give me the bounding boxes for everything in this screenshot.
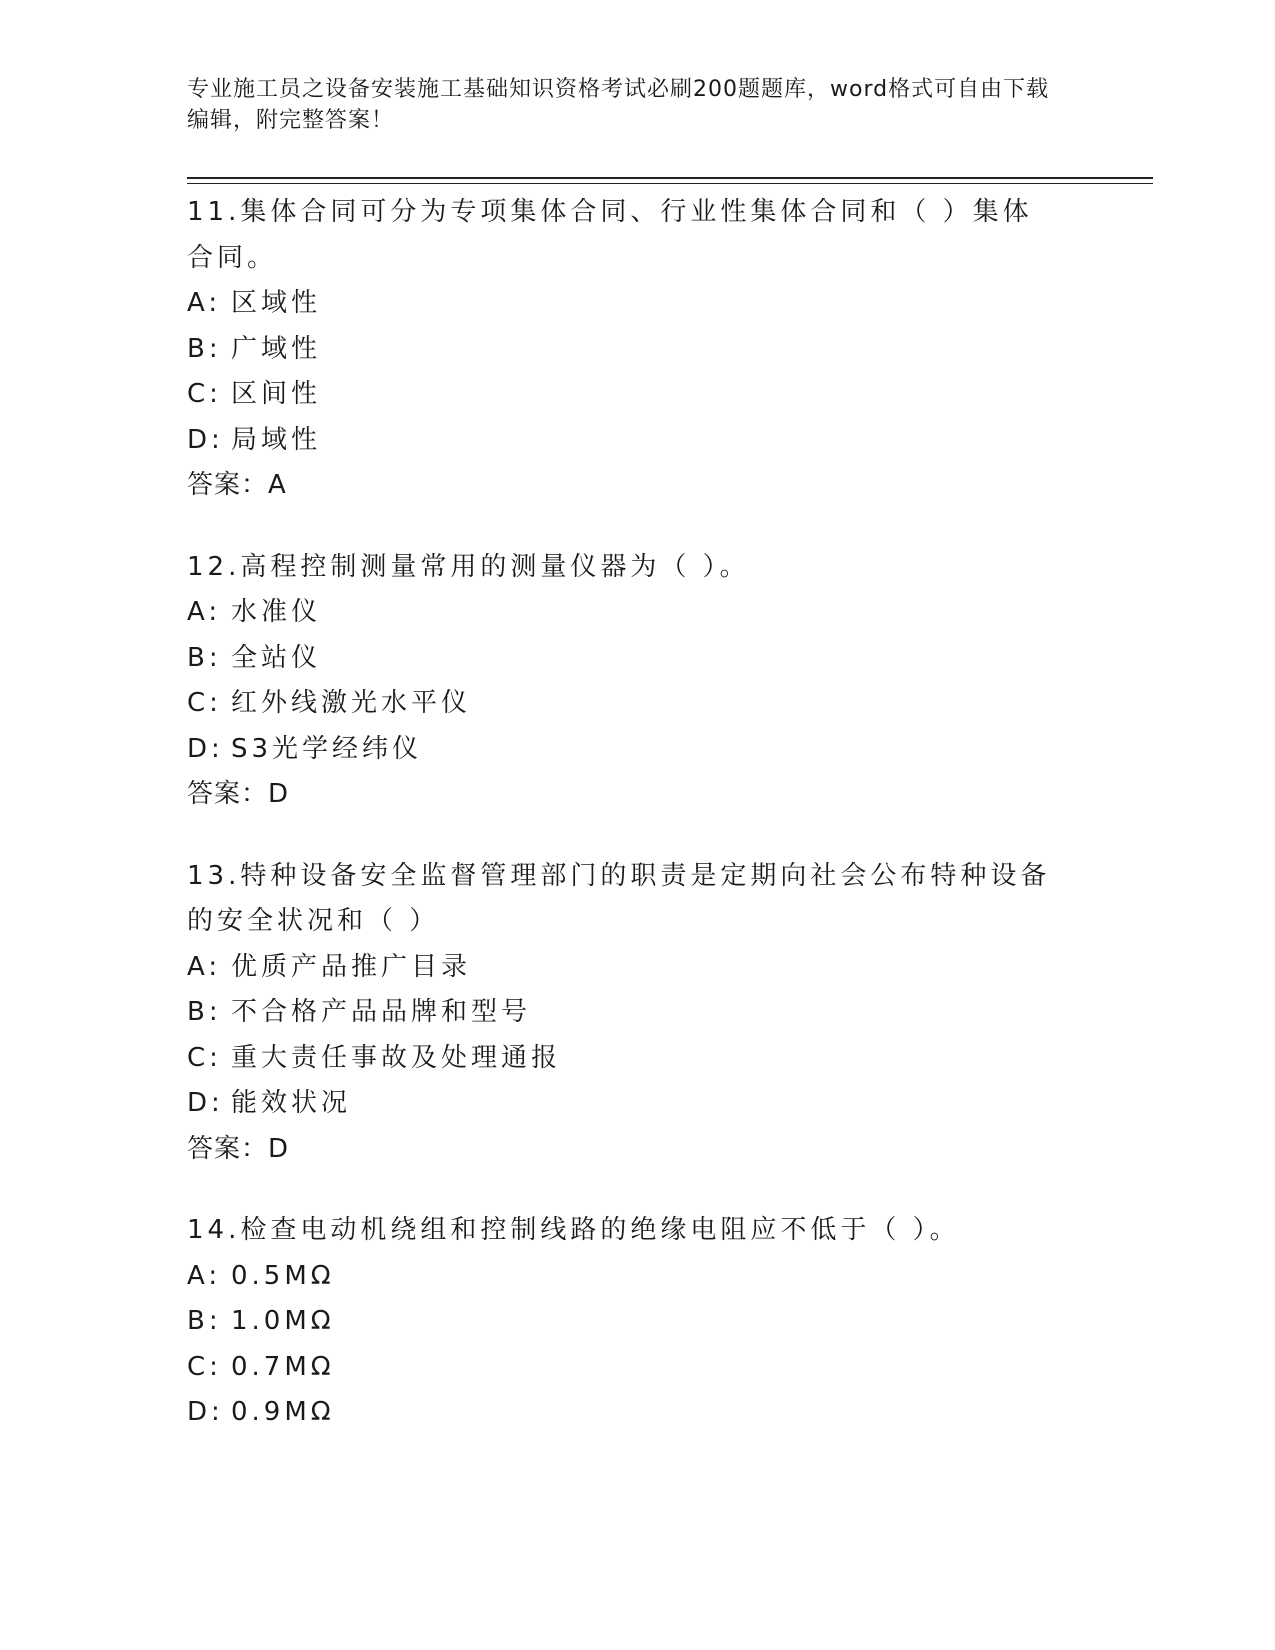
option-text: S3光学经纬仪	[231, 733, 423, 764]
option-d	[187, 1390, 1087, 1436]
option-a	[187, 281, 1087, 327]
option-key: A:	[187, 1260, 222, 1291]
question-text: 11.集体合同可分为专项集体合同、行业性集体合同和（ ）集体合同。	[187, 197, 1033, 273]
answer-line: 答案：D	[187, 779, 290, 809]
option-text: 优质产品推广目录	[231, 951, 472, 982]
option-text: 不合格产品品牌和型号	[231, 997, 532, 1027]
option-b	[187, 1299, 1087, 1345]
question-text: 14.检查电动机绕组和控制线路的绝缘电阻应不低于（ ）。	[187, 1215, 960, 1245]
question-text: 13.特种设备安全监督管理部门的职责是定期向社会公布特种设备的安全状况和（ ）	[187, 860, 1051, 936]
option-text: 局域性	[231, 424, 322, 455]
question-13	[187, 854, 1087, 1173]
question-list	[187, 190, 1087, 1472]
option-key: D:	[187, 424, 224, 455]
option-c	[187, 1036, 1087, 1082]
answer-line: 答案：D	[187, 1133, 290, 1164]
option-text: 全站仪	[231, 642, 322, 673]
option-key: A:	[187, 597, 222, 627]
option-key: B:	[187, 642, 222, 673]
option-text: 广域性	[231, 333, 322, 364]
option-key: D:	[187, 1397, 224, 1427]
option-key: C:	[187, 1042, 222, 1073]
option-text: 0.7MΩ	[231, 1351, 335, 1382]
question-text: 12.高程控制测量常用的测量仪器为（ ）。	[187, 551, 750, 582]
option-key: D:	[187, 733, 224, 764]
option-text: 红外线激光水平仪	[231, 688, 472, 718]
option-d	[187, 418, 1087, 464]
option-key: C:	[187, 1351, 222, 1382]
option-key: B:	[187, 1306, 222, 1336]
option-b	[187, 327, 1087, 373]
option-a	[187, 1254, 1087, 1300]
question-11	[187, 190, 1087, 509]
header-divider-thick	[187, 177, 1153, 179]
option-a	[187, 945, 1087, 991]
option-key: C:	[187, 688, 222, 718]
option-key: D:	[187, 1088, 224, 1118]
option-b	[187, 990, 1087, 1036]
option-text: 重大责任事故及处理通报	[231, 1042, 562, 1073]
option-text: 0.9MΩ	[231, 1397, 335, 1427]
option-text: 能效状况	[231, 1088, 352, 1118]
option-key: A:	[187, 288, 222, 318]
option-b	[187, 636, 1087, 682]
option-key: B:	[187, 333, 222, 364]
option-c	[187, 681, 1087, 727]
option-key: A:	[187, 951, 222, 982]
option-text: 1.0MΩ	[231, 1306, 335, 1336]
option-text: 区域性	[231, 288, 322, 318]
option-text: 水准仪	[231, 597, 322, 627]
option-d	[187, 727, 1087, 773]
option-c	[187, 1345, 1087, 1391]
question-14	[187, 1208, 1087, 1436]
option-a	[187, 590, 1087, 636]
option-text: 区间性	[231, 379, 322, 409]
option-d	[187, 1081, 1087, 1127]
option-key: C:	[187, 379, 222, 409]
document-header: 专业施工员之设备安装施工基础知识资格考试必刷200题题库，word格式可自由下载编辑，附完整答案！	[187, 77, 1050, 133]
answer-line: 答案：A	[187, 470, 287, 500]
option-text: 0.5MΩ	[231, 1260, 335, 1291]
option-c	[187, 372, 1087, 418]
question-12	[187, 545, 1087, 818]
header-divider-thin	[187, 183, 1153, 184]
option-key: B:	[187, 997, 222, 1027]
